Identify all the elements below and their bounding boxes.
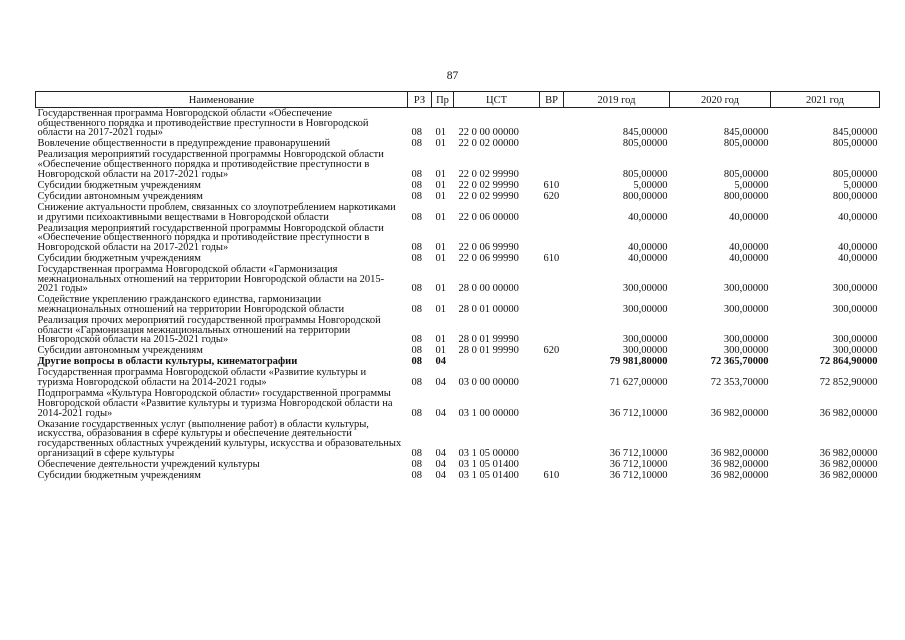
cell-2020: 805,00000 <box>723 168 769 180</box>
cell-2021: 300,00000 <box>832 345 878 357</box>
cell-rz: 08 <box>411 407 422 419</box>
cell-vr: 610 <box>543 252 560 264</box>
table-row <box>36 368 880 389</box>
cell-cst <box>454 357 540 368</box>
cell-vr: 610 <box>543 469 560 481</box>
header-2020: 2020 год <box>670 92 771 108</box>
table-row <box>36 203 880 224</box>
cell-2021: 72 852,90000 <box>819 377 878 389</box>
cell-2021: 300,00000 <box>832 334 878 346</box>
cell-cst: 28 0 00 00000 <box>458 283 519 295</box>
table-row <box>36 420 880 460</box>
cell-pr: 01 <box>435 211 446 223</box>
cell-2019: 36 712,10000 <box>609 407 668 419</box>
cell-rz: 08 <box>411 356 422 368</box>
cell-rz: 08 <box>411 168 422 180</box>
cell-2020: 5,00000 <box>734 179 769 191</box>
cell-2019: 71 627,00000 <box>609 377 668 389</box>
cell-rz: 08 <box>411 138 422 150</box>
cell-pr: 01 <box>435 283 446 295</box>
cell-rz: 08 <box>411 304 422 316</box>
cell-pr: 01 <box>435 252 446 264</box>
cell-2019: 36 712,10000 <box>609 447 668 459</box>
cell-2020: 40,00000 <box>729 252 769 264</box>
cell-2020: 300,00000 <box>723 345 769 357</box>
cell-2020: 40,00000 <box>729 241 769 253</box>
table-row <box>36 295 880 316</box>
cell-2020: 36 982,00000 <box>710 407 769 419</box>
cell-name: Субсидии бюджетным учреждениям <box>37 252 201 264</box>
cell-vr <box>540 389 564 419</box>
cell-2021: 805,00000 <box>832 168 878 180</box>
cell-cst: 22 0 02 99990 <box>458 179 519 191</box>
cell-name: Субсидии бюджетным учреждениям <box>37 179 201 191</box>
cell-2021: 40,00000 <box>838 252 878 264</box>
cell-2019: 40,00000 <box>628 241 668 253</box>
cell-vr <box>540 108 564 140</box>
cell-2019: 845,00000 <box>622 127 668 139</box>
cell-rz: 08 <box>411 377 422 389</box>
cell-2020: 800,00000 <box>723 190 769 202</box>
cell-2020: 72 365,70000 <box>710 356 769 368</box>
cell-2021: 40,00000 <box>838 211 878 223</box>
cell-2019: 300,00000 <box>622 334 668 346</box>
cell-2021: 40,00000 <box>838 241 878 253</box>
cell-cst: 22 0 06 99990 <box>458 241 519 253</box>
cell-pr: 01 <box>435 190 446 202</box>
cell-rz: 08 <box>411 127 422 139</box>
cell-2019: 300,00000 <box>622 345 668 357</box>
cell-2020: 36 982,00000 <box>710 447 769 459</box>
cell-2021: 300,00000 <box>832 304 878 316</box>
cell-2020: 300,00000 <box>723 283 769 295</box>
cell-rz: 08 <box>411 458 422 470</box>
cell-vr: 610 <box>543 179 560 191</box>
table-row <box>36 224 880 254</box>
cell-pr: 04 <box>435 458 446 470</box>
cell-rz: 08 <box>411 190 422 202</box>
cell-rz: 08 <box>411 334 422 346</box>
cell-cst: 28 0 01 99990 <box>458 334 519 346</box>
table-row <box>36 316 880 346</box>
cell-cst: 03 0 00 00000 <box>458 377 519 389</box>
cell-2019: 300,00000 <box>622 304 668 316</box>
cell-vr <box>540 316 564 346</box>
cell-pr: 01 <box>435 304 446 316</box>
cell-vr <box>540 420 564 460</box>
cell-pr: 04 <box>435 447 446 459</box>
cell-rz: 08 <box>411 252 422 264</box>
cell-2021: 36 982,00000 <box>819 469 878 481</box>
cell-name: Реализация мероприятий государственной программы Новгородской области «Обеспечение общественного порядка и противодействие преступности в Новгородской области на 2017-2021 годы» <box>37 222 384 253</box>
cell-2019: 36 712,10000 <box>609 458 668 470</box>
budget-table <box>35 91 880 482</box>
cell-name: Субсидии автономным учреждениям <box>37 190 203 202</box>
cell-rz: 08 <box>411 283 422 295</box>
cell-2020: 845,00000 <box>723 127 769 139</box>
cell-name: Вовлечение общественности в предупреждение правонарушений <box>37 138 331 150</box>
cell-rz: 08 <box>411 447 422 459</box>
cell-name: Субсидии бюджетным учреждениям <box>37 469 201 481</box>
cell-name: Реализация мероприятий государственной программы Новгородской области «Обеспечение общественного порядка и противодействие преступности в Новгородской области на 2017-2021 годы» <box>37 149 384 180</box>
cell-2019: 805,00000 <box>622 138 668 150</box>
cell-vr <box>540 203 564 224</box>
cell-vr <box>540 368 564 389</box>
table-row <box>36 265 880 295</box>
table-header <box>36 92 880 108</box>
cell-2021: 300,00000 <box>832 283 878 295</box>
header-2021: 2021 год <box>771 92 880 108</box>
table-row <box>36 389 880 419</box>
cell-2019: 5,00000 <box>633 179 668 191</box>
cell-pr: 01 <box>435 138 446 150</box>
cell-2019: 40,00000 <box>628 211 668 223</box>
cell-2019: 805,00000 <box>622 168 668 180</box>
cell-2021: 845,00000 <box>832 127 878 139</box>
cell-vr <box>540 139 564 150</box>
table-row <box>36 108 880 140</box>
cell-rz: 08 <box>411 345 422 357</box>
cell-vr <box>540 295 564 316</box>
cell-cst: 03 1 05 00000 <box>458 447 519 459</box>
cell-vr: 620 <box>543 345 560 357</box>
cell-pr: 04 <box>435 356 446 368</box>
cell-name: Снижение актуальности проблем, связанных со злоупотреблением наркотиками и другими психоактивными веществами в Новгородской области <box>37 201 396 223</box>
cell-cst: 28 0 01 99990 <box>458 345 519 357</box>
cell-name: Обеспечение деятельности учреждений культуры <box>37 458 260 470</box>
cell-pr: 01 <box>435 127 446 139</box>
header-rz: РЗ <box>408 92 432 108</box>
cell-name: Государственная программа Новгородской области «Гармонизация межнациональных отношений на территории Новгородской области на 2015-2021 годы» <box>37 263 385 295</box>
cell-pr: 04 <box>435 469 446 481</box>
cell-2020: 72 353,70000 <box>710 377 769 389</box>
cell-vr: 620 <box>543 190 560 202</box>
cell-2020: 40,00000 <box>729 211 769 223</box>
cell-cst: 03 1 00 00000 <box>458 407 519 419</box>
cell-rz: 08 <box>411 469 422 481</box>
cell-name: Реализация прочих мероприятий государственной программы Новгородской области «Гармонизация межнациональных отношений на территории Новгородской области на 2015-2021 годы» <box>37 315 381 346</box>
cell-name: Государственная программа Новгородской области «Обеспечение общественного порядка и противодействие преступности в Новгородской области на 2017-2021 годы» <box>37 108 369 139</box>
header-2019: 2019 год <box>564 92 670 108</box>
cell-pr: 04 <box>435 407 446 419</box>
cell-pr: 04 <box>435 377 446 389</box>
cell-2020: 300,00000 <box>723 334 769 346</box>
cell-2019: 40,00000 <box>628 252 668 264</box>
header-cst: ЦСТ <box>454 92 540 108</box>
header-row <box>36 92 880 108</box>
cell-name: Оказание государственных услуг (выполнение работ) в области культуры, искусства, образования в сфере культуры и обеспечение деятельности государственных областных учреждений культуры, искусства и образовательных организаций в сфере культуры <box>37 418 402 459</box>
cell-cst: 22 0 02 99990 <box>458 168 519 180</box>
table-row <box>36 150 880 180</box>
cell-cst: 22 0 02 99990 <box>458 190 519 202</box>
cell-name: Государственная программа Новгородской области «Развитие культуры и туризма Новгородской области на 2014-2021 годы» <box>37 367 367 389</box>
cell-rz: 08 <box>411 211 422 223</box>
cell-cst: 22 0 00 00000 <box>458 127 519 139</box>
cell-2019: 79 981,80000 <box>609 356 668 368</box>
cell-cst: 03 1 05 01400 <box>458 469 519 481</box>
header-pr: Пр <box>432 92 454 108</box>
cell-2021: 72 864,90000 <box>819 356 878 368</box>
cell-name: Другие вопросы в области культуры, кинематографии <box>37 356 298 368</box>
cell-2019: 800,00000 <box>622 190 668 202</box>
cell-pr: 01 <box>435 334 446 346</box>
cell-2019: 36 712,10000 <box>609 469 668 481</box>
table-row <box>36 460 880 471</box>
cell-2021: 800,00000 <box>832 190 878 202</box>
cell-pr: 01 <box>435 179 446 191</box>
cell-rz: 08 <box>411 179 422 191</box>
cell-cst: 22 0 06 99990 <box>458 252 519 264</box>
cell-cst: 28 0 01 00000 <box>458 304 519 316</box>
cell-2021: 36 982,00000 <box>819 447 878 459</box>
cell-pr: 01 <box>435 168 446 180</box>
cell-name: Содействие укреплению гражданского единства, гармонизации межнациональных отношений на территории Новгородской области <box>37 294 345 316</box>
cell-vr <box>540 460 564 471</box>
cell-2020: 36 982,00000 <box>710 469 769 481</box>
cell-2021: 36 982,00000 <box>819 407 878 419</box>
cell-rz: 08 <box>411 241 422 253</box>
cell-cst: 22 0 06 00000 <box>458 211 519 223</box>
cell-cst: 22 0 02 00000 <box>458 138 519 150</box>
cell-2020: 805,00000 <box>723 138 769 150</box>
header-name: Наименование <box>36 92 408 108</box>
cell-vr <box>540 224 564 254</box>
table-body <box>36 108 880 482</box>
cell-name: Подпрограмма «Культура Новгородской области» государственной программы Новгородской области «Развитие культуры и туризма Новгородской области на 2014-2021 годы» <box>37 388 393 419</box>
cell-2021: 36 982,00000 <box>819 458 878 470</box>
cell-pr: 01 <box>435 241 446 253</box>
table-row <box>36 471 880 482</box>
cell-2021: 5,00000 <box>843 179 878 191</box>
cell-2020: 300,00000 <box>723 304 769 316</box>
cell-name: Субсидии автономным учреждениям <box>37 345 203 357</box>
cell-2019: 300,00000 <box>622 283 668 295</box>
cell-cst: 03 1 05 01400 <box>458 458 519 470</box>
header-vr: ВР <box>540 92 564 108</box>
cell-vr <box>540 150 564 180</box>
page-number: 87 <box>446 70 459 82</box>
cell-vr <box>540 357 564 368</box>
cell-2021: 805,00000 <box>832 138 878 150</box>
cell-vr <box>540 265 564 295</box>
cell-2020: 36 982,00000 <box>710 458 769 470</box>
cell-pr: 01 <box>435 345 446 357</box>
